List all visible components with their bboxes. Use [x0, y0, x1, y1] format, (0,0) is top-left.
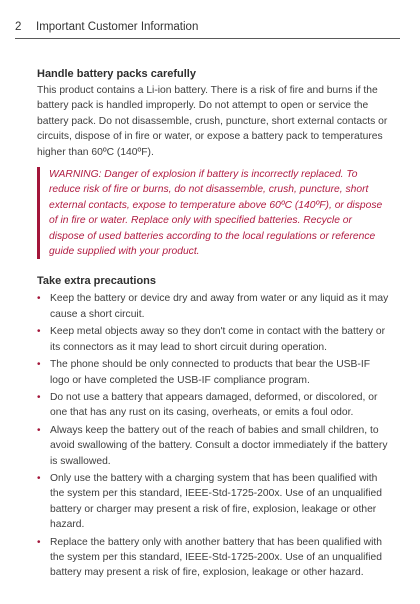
- running-title: Important Customer Information: [36, 21, 199, 33]
- battery-handling-paragraph: This product contains a Li-ion battery. There is a risk of fire and burns if the battery pack is handled improperly. Do not attempt to open or service the battery pack. Do not disassemble, crush, puncture, short external contacts or circuits, dispose of in fire or water, or expose a battery pack to temperatures higher than 60ºC (140ºF).: [37, 85, 388, 158]
- list-item-text: Replace the battery only with another battery that has been qualified with the system per this standard, IEEE-Std-1725-200x. Use of an unqualified battery may present a risk of fire, explosion, leakage or other hazard.: [50, 536, 382, 579]
- page-content: [37, 67, 389, 583]
- list-item: [37, 390, 389, 421]
- bullet-icon: •: [37, 472, 41, 484]
- list-item: [37, 535, 389, 581]
- list-item-text: Do not use a battery that appears damaged, deformed, or discolored, or one that has any rust on its casing, overheats, or emits a foul odor.: [50, 391, 378, 419]
- section-heading-handle-battery: Handle battery packs carefully: [37, 68, 196, 80]
- list-item-text: Keep metal objects away so they don't come in contact with the battery or its connectors as it may lead to short circuit during operation.: [50, 326, 386, 353]
- precautions-list: [37, 291, 389, 580]
- bullet-icon: •: [37, 326, 41, 338]
- list-item: [37, 471, 389, 533]
- list-item-text: The phone should be only connected to products that bear the USB-IF logo or have completed the USB-IF compliance program.: [50, 359, 370, 386]
- list-item-text: Only use the battery with a charging system that has been qualified with the system per this standard, IEEE-Std-1725-200x. Use of an unqualified battery or charger may present a risk of fire, explosion, leakage or other hazard.: [50, 472, 382, 531]
- list-item: [37, 324, 389, 355]
- list-item-text: Always keep the battery out of the reach of babies and small children, to avoid swallowing of the battery. Consult a doctor immediately if the battery is swallowed.: [50, 424, 388, 467]
- section-heading-precautions: Take extra precautions: [37, 275, 157, 288]
- bullet-icon: •: [37, 424, 41, 436]
- page-header: [15, 21, 400, 39]
- list-item: [37, 423, 389, 469]
- bullet-icon: •: [37, 536, 41, 548]
- bullet-icon: •: [37, 359, 41, 371]
- page-number: 2: [15, 21, 22, 33]
- bullet-icon: •: [37, 293, 41, 305]
- list-item-text: Keep the battery or device dry and away from water or any liquid as it may cause a short circuit.: [50, 293, 389, 320]
- warning-callout: WARNING: Danger of explosion if battery is incorrectly replaced. To reduce risk of fire or burns, do not disassemble, crush, puncture, short external contacts, expose to temperature above 60ºC (140ºF), or dispose of in fire or water. Replace only with specified batteries. Recycle or dispose of used batteries according to the local regulations or reference guide supplied with your product.: [37, 167, 389, 259]
- list-item: [37, 357, 389, 388]
- list-item: [37, 291, 389, 322]
- bullet-icon: •: [37, 391, 41, 403]
